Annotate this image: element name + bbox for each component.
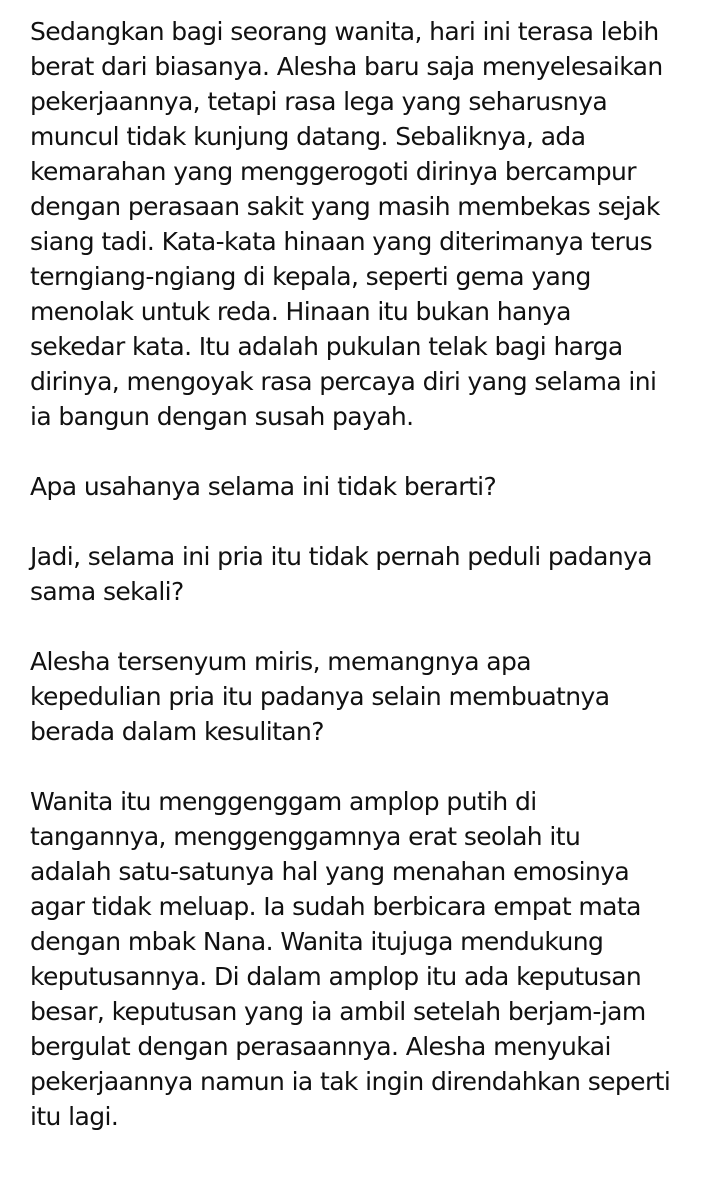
paragraph-4: Alesha tersenyum miris, memangnya apa kepedulian pria itu padanya selain membuatnya berada dalam kesulitan? — [30, 647, 610, 746]
paragraph-2: Apa usahanya selama ini tidak berarti? — [30, 472, 497, 501]
paragraph-3: Jadi, selama ini pria itu tidak pernah peduli padanya sama sekali? — [30, 542, 653, 606]
paragraph-5: Wanita itu menggenggam amplop putih di tangannya, menggenggamnya erat seolah itu adalah satu-satunya hal yang menahan emosinya agar tidak meluap. Ia sudah berbicara empat mata dengan mbak Nana. Wanita itujuga mendukung keputusannya. Di dalam amplop itu ada keputusan besar, keputusan yang ia ambil setelah berjam-jam bergulat dengan perasaannya. Alesha menyukai pekerjaannya namun ia tak ingin direndahkan seperti itu lagi. — [30, 787, 671, 1131]
story-text — [30, 14, 690, 1169]
paragraph-1: Sedangkan bagi seorang wanita, hari ini terasa lebih berat dari biasanya. Alesha baru saja menyelesaikan pekerjaannya, tetapi rasa lega yang seharusnya muncul tidak kunjung datang. Sebaliknya, ada kemarahan yang menggerogoti dirinya bercampur dengan perasaan sakit yang masih membekas sejak siang tadi. Kata-kata hinaan yang diterimanya terus terngiang-ngiang di kepala, seperti gema yang menolak untuk reda. Hinaan itu bukan hanya sekedar kata. Itu adalah pukulan telak bagi harga dirinya, mengoyak rasa percaya diri yang selama ini ia bangun dengan susah payah. — [30, 17, 663, 431]
